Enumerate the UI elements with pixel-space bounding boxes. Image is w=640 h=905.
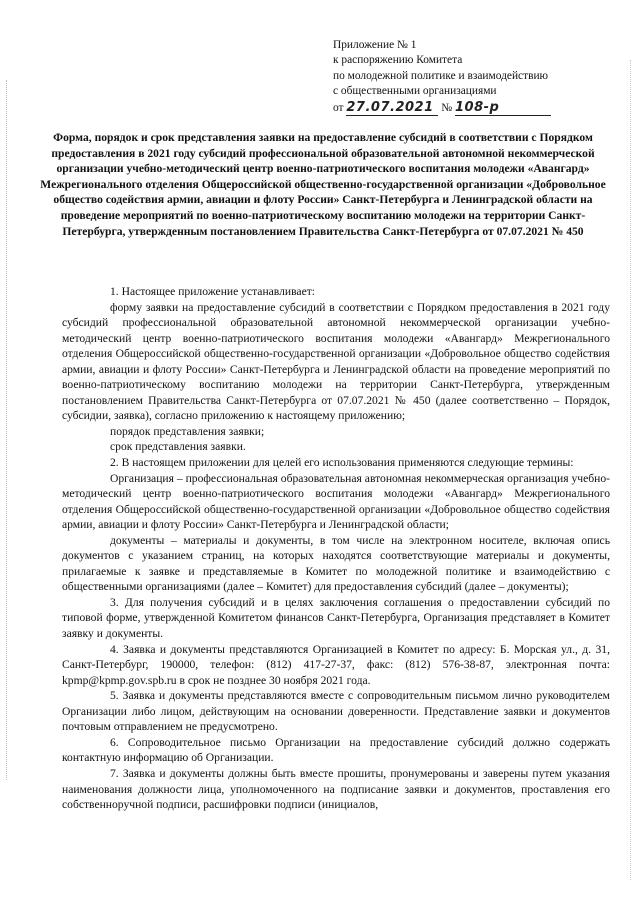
paragraph-3: 3. Для получения субсидий и в целях заключения соглашения о предоставлении субсидий по типовой форме, утвержденной Комитетом финансов Санкт-Петербурга, Организация представляет в Комитет заявку и документы.	[62, 595, 610, 641]
paragraph-6: 6. Сопроводительное письмо Организации на предоставление субсидий должно содержать контактную информацию об Организации.	[62, 735, 610, 765]
document-body	[62, 284, 610, 813]
paragraph-4: 4. Заявка и документы представляются Организацией в Комитет по адресу: Б. Морская ул., д. 31, Санкт-Петербург, 190000, телефон: (812) 417-27-37, факс: (812) 576-38-87, электронная почта: kpmp@kpmp.gov.spb.ru в срок не позднее 30 ноября 2021 года.	[62, 642, 610, 687]
scan-artifact-left	[6, 80, 8, 780]
paragraph-1: 1. Настоящее приложение устанавливает:	[110, 285, 316, 298]
paragraph-5: 5. Заявка и документы представляются вместе с сопроводительным письмом лично руководителем Организации либо лицом, действующим на основании доверенности. Представление заявки и документов почтовым отправлением не предусмотрено.	[62, 689, 610, 734]
paragraph-deadline: срок представления заявки.	[110, 440, 246, 454]
annex-line-3: по молодежной политике и взаимодействию	[333, 69, 549, 82]
order-number-label: №	[441, 101, 453, 114]
order-date: 27.07.2021	[346, 100, 438, 116]
annex-line-1: Приложение № 1	[333, 39, 417, 51]
annex-line-4: с общественными организациями	[333, 85, 497, 98]
paragraph-2: 2. В настоящем приложении для целей его использования применяются следующие термины:	[110, 456, 574, 470]
order-number: 108-р	[455, 100, 551, 116]
paragraph-organization-term: Организация – профессиональная образовательная автономная некоммерческая организация учебно-методический центр военно-патриотического воспитания молодежи «Авангард» Межрегионального отделения Общероссийской общественно-государственной организации «Добровольное общество содействия армии, авиации и флоту России» Санкт-Петербурга и Ленинградской области;	[62, 471, 610, 532]
paragraph-7: 7. Заявка и документы должны быть вместе прошиты, пронумерованы и заверены путем указания наименования должности лица, уполномоченного на подписание заявки и документов, проставления его собственноручной подписи, расшифровки подписи (инициалов,	[62, 766, 610, 812]
scan-artifact-right	[630, 60, 632, 880]
order-reference	[333, 100, 633, 116]
paragraph-procedure: порядок представления заявки;	[110, 424, 265, 438]
document-title: Форма, порядок и срок представления заявки на предоставление субсидий в соответствии с Порядком предоставления в 2021 году субсидий профессиональной образовательной автономной некоммерческой организации учебно-методический центр военно-патриотического воспитания молодежи «Авангард» Межрегионального отделения Общероссийской общественно-государственной организации «Добровольное общество содействия армии, авиации и флоту России» Санкт-Петербурга и Ленинградской области на проведение мероприятий по военно-патриотическому воспитанию молодежи на территории Санкт-Петербурга, утвержденным постановлением Правительства Санкт-Петербурга от 07.07.2021 № 450	[40, 131, 606, 238]
annex-header	[333, 38, 633, 116]
paragraph-form: форму заявки на предоставление субсидий в соответствии с Порядком предоставления в 2021 году субсидий профессиональной образовательной автономной некоммерческой организации учебно-методический центр военно-патриотического воспитания молодежи «Авангард» Межрегионального отделения Общероссийской общественно-государственной организации «Добровольное общество содействия армии, авиации и флоту России» Санкт-Петербурга и Ленинградской области на проведение мероприятий по военно-патриотическому воспитанию молодежи на территории Санкт-Петербурга, утвержденным постановлением Правительства Санкт-Петербурга от 07.07.2021 № 450 (далее соответственно – Порядок, субсидии, заявка), согласно приложению к настоящему приложению;	[62, 300, 610, 423]
order-prefix: от	[333, 101, 344, 114]
annex-line-2: к распоряжению Комитета	[333, 54, 463, 67]
paragraph-documents-term: документы – материалы и документы, в том числе на электронном носителе, включая опись документов с указанием страниц, на которых находятся соответствующие материалы и документы, прилагаемые к заявке и представляемые в Комитет по молодежной политике и взаимодействию с общественными организациями (далее – Комитет) для предоставления субсидий (далее – документы);	[62, 533, 610, 594]
